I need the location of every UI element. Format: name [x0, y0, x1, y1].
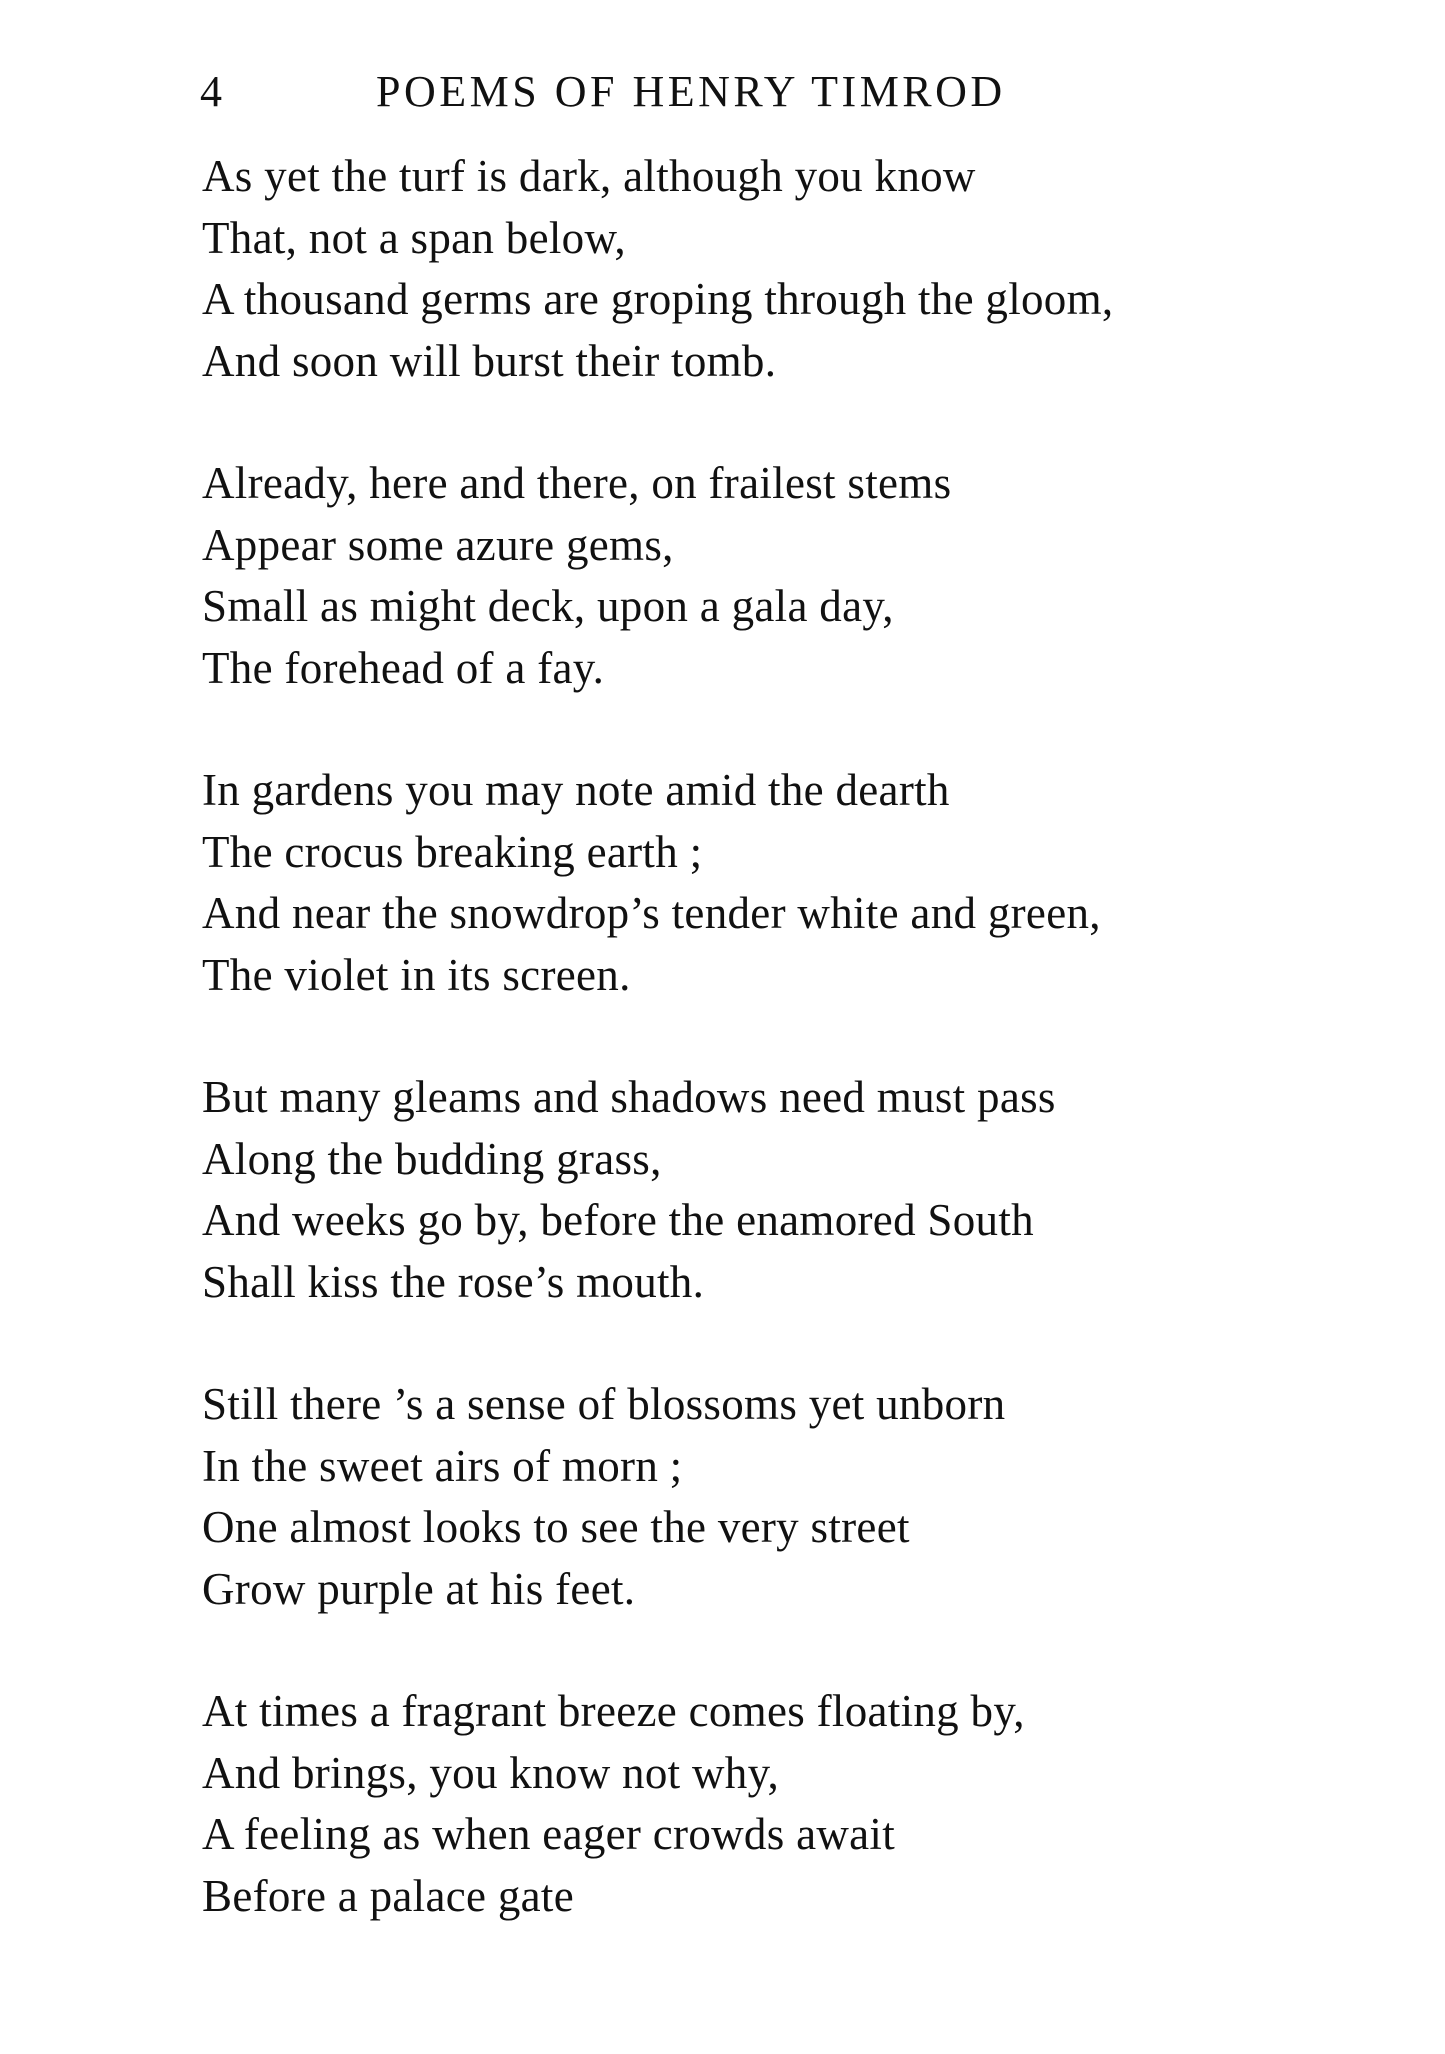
poem-body	[202, 146, 1302, 1988]
poem-line: Appear some azure gems,	[202, 519, 674, 570]
poem-line: And brings, you know not why,	[202, 1747, 780, 1798]
poem-line: A thousand germs are groping through the gloom,	[202, 274, 1114, 324]
poem-line: Still there ’s a sense of blossoms yet unborn	[202, 1379, 1006, 1429]
poem-line: That, not a span below,	[202, 212, 626, 263]
poem-line: In gardens you may note amid the dearth	[202, 765, 950, 815]
poem-line: Shall kiss the rose’s mouth.	[202, 1256, 705, 1307]
poem-line: One almost looks to see the very street	[202, 1502, 910, 1552]
poem-line: Before a palace gate	[202, 1870, 574, 1921]
stanza-6	[202, 1681, 1302, 1927]
poem-line: A feeling as when eager crowds await	[202, 1809, 896, 1859]
header-title: POEMS OF HENRY TIMROD	[376, 67, 1006, 116]
running-head	[200, 62, 1100, 122]
poem-line: And soon will burst their tomb.	[202, 335, 777, 386]
poem-line: Along the budding grass,	[202, 1133, 662, 1184]
poem-line: In the sweet airs of morn ;	[202, 1440, 683, 1491]
poem-line: The violet in its screen.	[202, 949, 631, 1000]
stanza-2	[202, 453, 1302, 699]
stanza-5	[202, 1374, 1302, 1620]
stanza-3	[202, 760, 1302, 1006]
poem-line: And near the snowdrop’s tender white and green,	[202, 888, 1101, 938]
poem-line: The crocus breaking earth ;	[202, 826, 703, 877]
poem-line: Grow purple at his feet.	[202, 1563, 636, 1614]
poem-line: But many gleams and shadows need must pass	[202, 1072, 1056, 1122]
poem-line: Small as might deck, upon a gala day,	[202, 581, 894, 631]
poem-line: At times a fragrant breeze comes floating by,	[202, 1686, 1025, 1736]
poem-line: As yet the turf is dark, although you know	[202, 151, 976, 201]
stanza-1	[202, 146, 1302, 392]
poem-line: And weeks go by, before the enamored South	[202, 1195, 1034, 1245]
stanza-4	[202, 1067, 1302, 1313]
poem-line: The forehead of a fay.	[202, 642, 605, 693]
poem-line: Already, here and there, on frailest stems	[202, 458, 952, 508]
page-number: 4	[200, 67, 222, 116]
